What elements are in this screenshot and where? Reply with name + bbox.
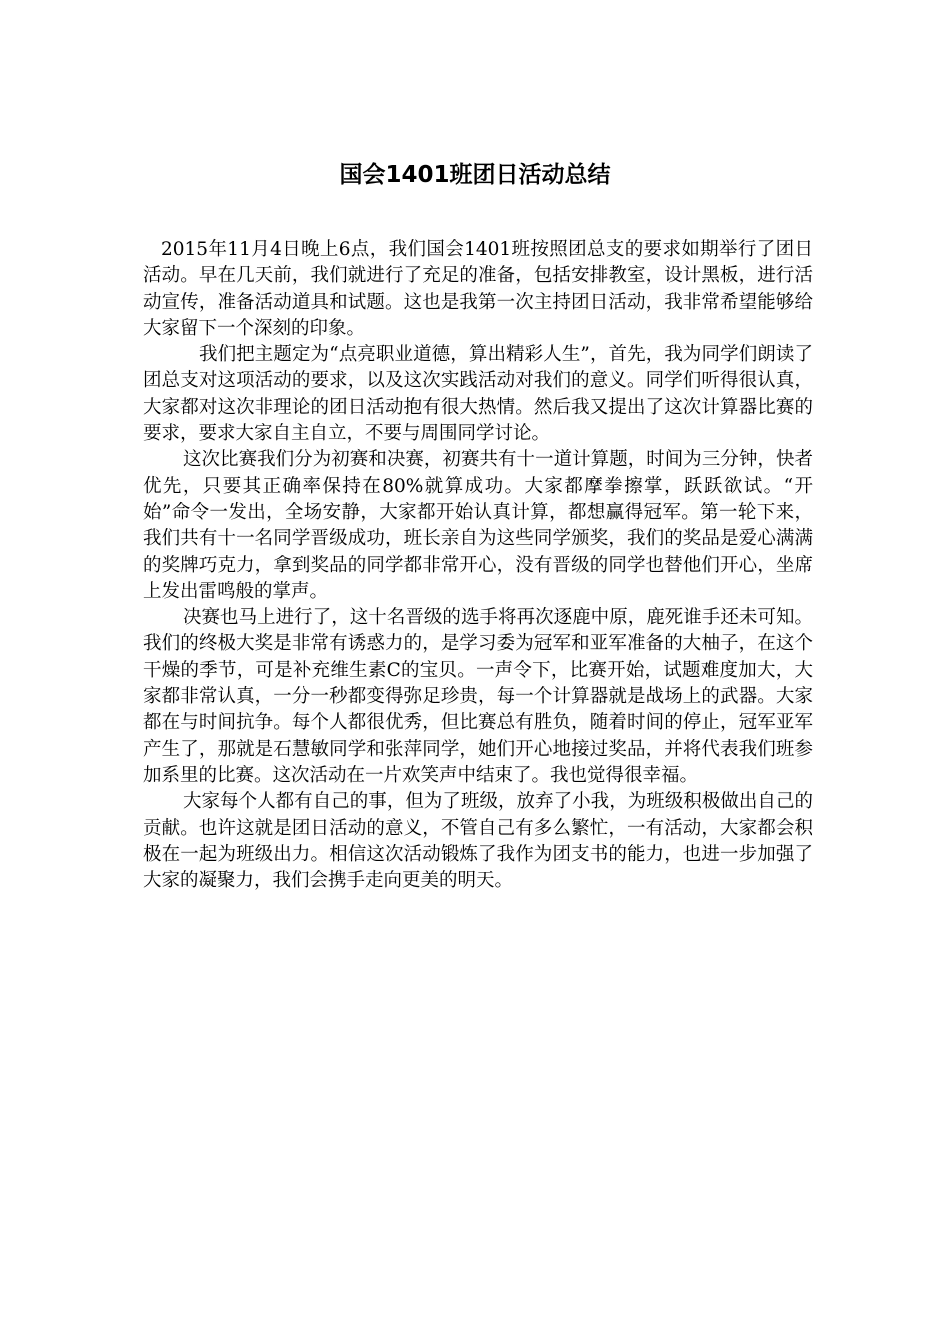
paragraph-5: 大家每个人都有自己的事，但为了班级，放弃了小我，为班级积极做出自己的贡献。也许这就是团日活动的意义，不管自己有多么繁忙，一有活动，大家都会积极在一起为班级出力。相信这次活动锻炼了我作为团支书的能力，也进一步加强了大家的凝聚力，我们会携手走向更美的明天。	[143, 791, 813, 892]
paragraph-1: 2015年11月4日晚上6点，我们国会1401班按照团总支的要求如期举行了团日活动。早在几天前，我们就进行了充足的准备，包括安排教室，设计黑板，进行活动宣传，准备活动道具和试题。这也是我第一次主持团日活动，我非常希望能够给大家留下一个深刻的印象。	[143, 239, 813, 339]
page-title: 国会1401班团日活动总结	[339, 162, 611, 188]
document-body	[143, 237, 813, 894]
paragraph-4: 决赛也马上进行了，这十名晋级的选手将再次逐鹿中原，鹿死谁手还未可知。我们的终极大奖是非常有诱惑力的，是学习委为冠军和亚军准备的大柚子，在这个干燥的季节，可是补充维生素C的宝贝。一声令下，比赛开始，试题难度加大，大家都非常认真，一分一秒都变得弥足珍贵，每一个计算器就是战场上的武器。大家都在与时间抗争。每个人都很优秀，但比赛总有胜负，随着时间的停止，冠军亚军产生了，那就是石慧敏同学和张萍同学，她们开心地接过奖品，并将代表我们班参加系里的比赛。这次活动在一片欢笑声中结束了。我也觉得很幸福。	[143, 607, 813, 786]
paragraph-2: 我们把主题定为“点亮职业道德，算出精彩人生”，首先，我为同学们朗读了团总支对这项活动的要求，以及这次实践活动对我们的意义。同学们听得很认真，大家都对这次非理论的团日活动抱有很大热情。然后我又提出了这次计算器比赛的要求，要求大家自主自立，不要与周围同学讨论。	[143, 344, 813, 445]
paragraph-3: 这次比赛我们分为初赛和决赛，初赛共有十一道计算题，时间为三分钟，快者优先，只要其正确率保持在80%就算成功。大家都摩拳擦掌，跃跃欲试。“开始”命令一发出，全场安静，大家都开始认真计算，都想赢得冠军。第一轮下来，我们共有十一名同学晋级成功，班长亲自为这些同学颁奖，我们的奖品是爱心满满的奖牌巧克力，拿到奖品的同学都非常开心，没有晋级的同学也替他们开心，坐席上发出雷鸣般的掌声。	[143, 449, 813, 602]
